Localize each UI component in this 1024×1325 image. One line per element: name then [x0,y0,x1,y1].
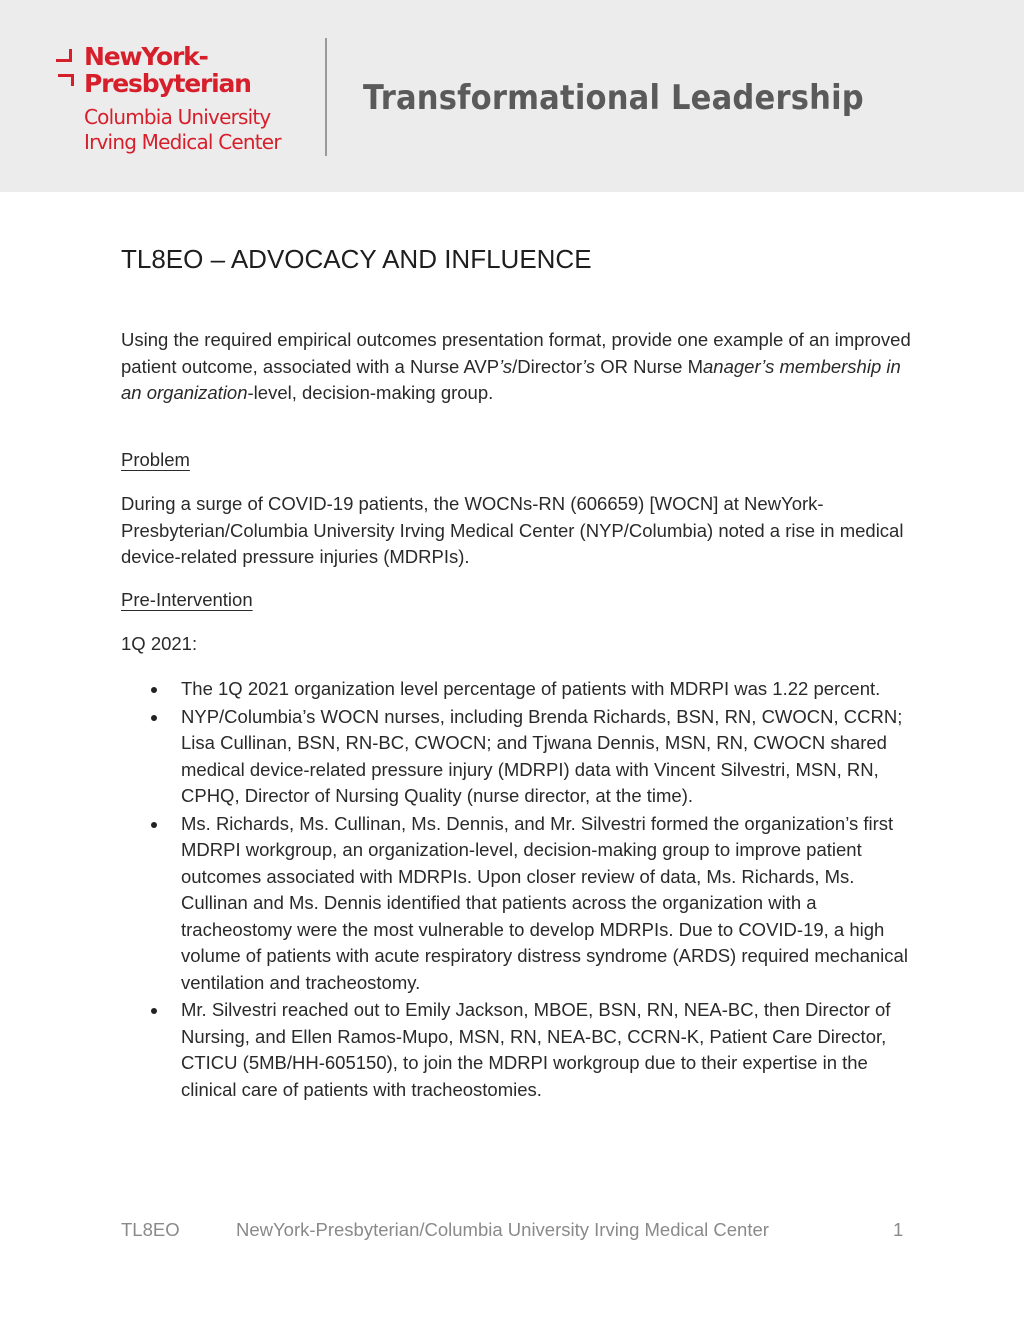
problem-heading: Problem [121,449,190,470]
page-header [0,0,1024,192]
section-title: Transformational Leadership [363,78,864,118]
header-divider [325,38,327,156]
bullet-icon [151,715,157,721]
list-item: NYP/Columbia’s WOCN nurses, including Brenda Richards, BSN, RN, CWOCN, CCRN; Lisa Cullinan, BSN, RN-BC, CWOCN; and Tjwana Dennis, MSN, RN, CWOCN shared medical device-related pressure injury (MDRPI) data with Vincent Silvestri, MSN, RN, CPHQ, Director of Nursing Quality (nurse director, at the time). [121,704,911,810]
list-item: Ms. Richards, Ms. Cullinan, Ms. Dennis, and Mr. Silvestri formed the organization’s first MDRPI workgroup, an organization-level, decision-making group to improve patient outcomes associated with MDRPIs. Upon closer review of data, Ms. Richards, Ms. Cullinan and Ms. Dennis identified that patients across the organization with a tracheostomy were the most vulnerable to develop MDRPIs. Due to COVID-19, a high volume of patients with acute respiratory distress syndrome (ARDS) required mechanical ventilation and tracheostomy. [121,811,911,997]
footer-code: TL8EO [121,1219,180,1240]
problem-paragraph: During a surge of COVID-19 patients, the WOCNs-RN (606659) [WOCN] at NewYork-Presbyterian/Columbia University Irving Medical Center (NYP/Columbia) noted a rise in medical device-related pressure injuries (MDRPIs). [121,493,904,567]
logo-line-2: Presbyterian [84,69,251,98]
pre-intervention-heading: Pre-Intervention [121,589,253,610]
bullet-icon [151,1008,157,1014]
document-title: TL8EO – ADVOCACY AND INFLUENCE [121,244,592,274]
logo-line-1: NewYork- [84,42,208,71]
pre-intervention-bullet-list [121,676,911,1104]
logo-line-4: Irving Medical Center [84,130,281,154]
list-item: Mr. Silvestri reached out to Emily Jackson, MBOE, BSN, RN, NEA-BC, then Director of Nursing, and Ellen Ramos-Mupo, MSN, RN, NEA-BC, CCRN-K, Patient Care Director, CTICU (5MB/HH-605150), to join the MDRPI workgroup due to their expertise in the clinical care of patients with tracheostomies. [121,997,911,1103]
intro-paragraph: Using the required empirical outcomes presentation format, provide one example of an improved patient outcome, associated with a Nurse AVP’s/Director’s OR Nurse Manager’s membership in an organization-level, decision-making group. [121,329,911,403]
list-item: The 1Q 2021 organization level percentage of patients with MDRPI was 1.22 percent. [121,676,911,703]
period-label: 1Q 2021: [121,633,198,654]
footer-organization: NewYork-Presbyterian/Columbia University Irving Medical Center [236,1219,769,1240]
logo-line-3: Columbia University [84,105,271,129]
bullet-icon [151,687,157,693]
footer-page-number: 1 [893,1219,904,1240]
nyp-logo-mark-icon [56,46,78,86]
bullet-icon [151,822,157,828]
